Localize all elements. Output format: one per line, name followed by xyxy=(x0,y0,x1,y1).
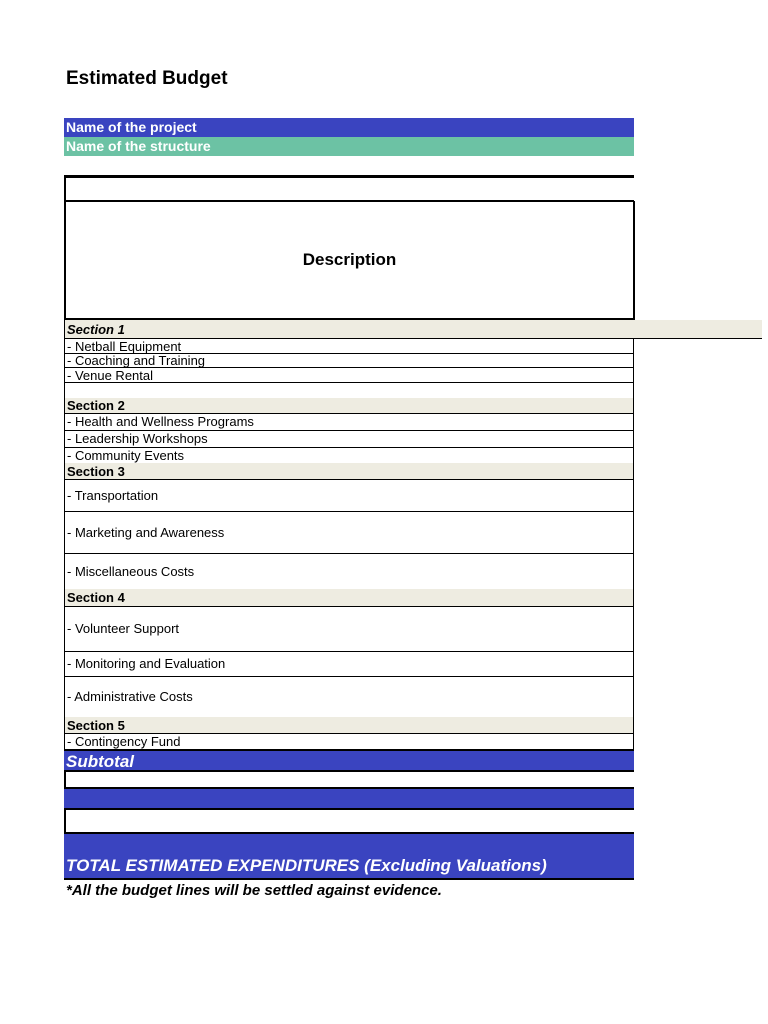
list-item: - Miscellaneous Costs xyxy=(64,553,634,590)
blue-band-row xyxy=(64,787,634,810)
list-item: - Transportation xyxy=(64,479,634,512)
subtotal-row: Subtotal xyxy=(64,749,634,772)
table-blank-row xyxy=(64,178,634,202)
section-1-header: Section 1 xyxy=(64,320,762,339)
total-row: TOTAL ESTIMATED EXPENDITURES (Excluding Valuations) xyxy=(64,832,634,880)
section-2-header: Section 2 xyxy=(64,398,634,414)
list-item: - Leadership Workshops xyxy=(64,430,634,448)
page-title: Estimated Budget xyxy=(66,68,228,89)
empty-row xyxy=(64,382,634,399)
project-name-bar: Name of the project xyxy=(64,118,634,137)
section-4-header: Section 4 xyxy=(64,589,634,607)
list-item: - Marketing and Awareness xyxy=(64,511,634,554)
list-item: - Contingency Fund xyxy=(64,733,634,750)
spacer-row xyxy=(64,810,634,832)
list-item: - Monitoring and Evaluation xyxy=(64,651,634,677)
section-3-header: Section 3 xyxy=(64,463,634,480)
footnote: *All the budget lines will be settled against evidence. xyxy=(66,882,442,899)
list-item: - Community Events xyxy=(64,447,634,464)
list-item: - Volunteer Support xyxy=(64,606,634,652)
section-5-header: Section 5 xyxy=(64,717,634,734)
list-item: - Administrative Costs xyxy=(64,676,634,718)
list-item: - Coaching and Training xyxy=(64,353,634,368)
list-item: - Venue Rental xyxy=(64,368,634,383)
list-item: - Health and Wellness Programs xyxy=(64,413,634,431)
spacer-row xyxy=(64,771,634,787)
list-item: - Netball Equipment xyxy=(64,339,634,354)
description-header: Description xyxy=(64,201,635,320)
structure-name-bar: Name of the structure xyxy=(64,137,634,156)
